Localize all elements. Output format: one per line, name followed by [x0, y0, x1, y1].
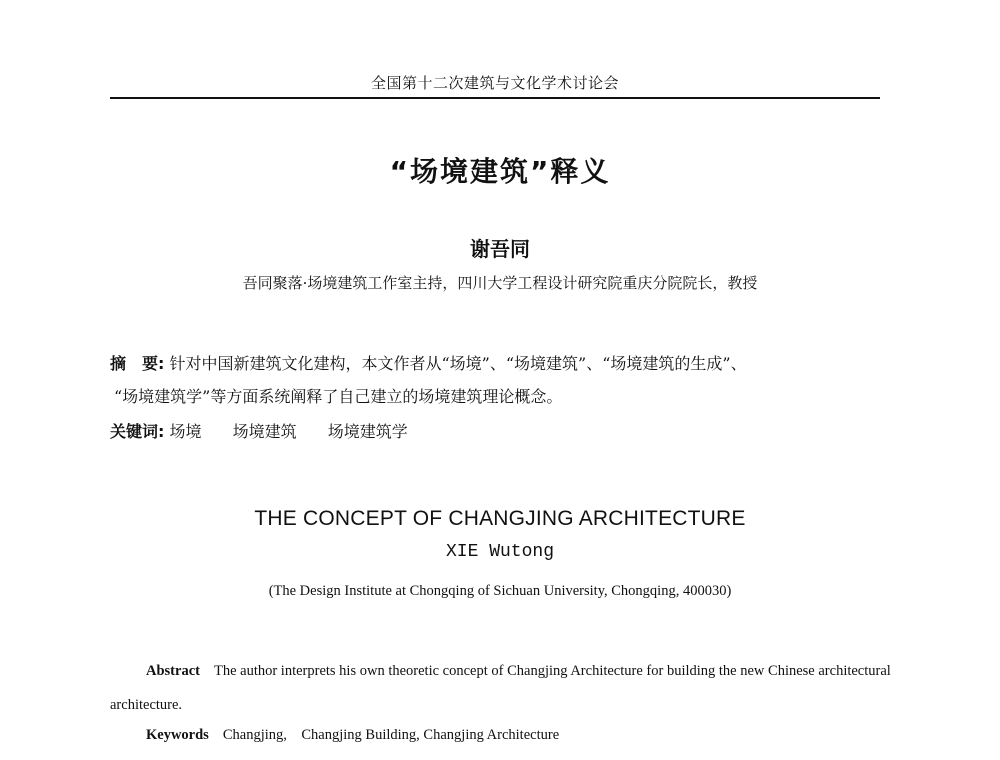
en-title: THE CONCEPT OF CHANGJING ARCHITECTURE [254, 507, 746, 530]
cn-title: “场境建筑”释义 [389, 155, 611, 188]
en-abstract-label: Abstract [146, 663, 200, 679]
cn-abstract-label: 摘 要: [110, 354, 165, 373]
en-affiliation: (The Design Institute at Chongqing of Sichuan University, Chongqing, 400030) [268, 583, 732, 599]
en-author: XIE Wutong [445, 542, 555, 562]
cn-keyword: 场境建筑 [232, 422, 297, 441]
header-rule [110, 97, 880, 99]
cn-abstract-line1: 针对中国新建筑文化建构，本文作者从“场境”、“场境建筑”、“场境建筑的生成”、 [169, 354, 747, 373]
en-abstract-text: The author interprets his own theoretic concept of Changjing Architecture for building the new Chinese architectural architecture. [110, 663, 891, 713]
cn-keyword: 场境建筑学 [327, 422, 408, 441]
cn-keyword: 场境 [169, 422, 202, 441]
cn-abstract [110, 347, 900, 413]
en-abstract [110, 654, 900, 722]
en-keywords-text: Changjing, Changjing Building, Changjing Architecture [222, 727, 560, 743]
en-keywords [146, 723, 906, 744]
running-header: 全国第十二次建筑与文化学术讨论会 [370, 74, 619, 92]
en-keywords-label: Keywords [146, 727, 209, 743]
cn-affiliation: 吾同聚落·场境建筑工作室主持，四川大学工程设计研究院重庆分院院长，教授 [242, 274, 758, 292]
cn-author: 谢吾同 [470, 237, 530, 261]
cn-abstract-line2: “场境建筑学”等方面系统阐释了自己建立的场境建筑理论概念。 [114, 387, 563, 406]
cn-keywords [110, 419, 900, 445]
cn-keywords-label: 关键词: [110, 422, 165, 441]
